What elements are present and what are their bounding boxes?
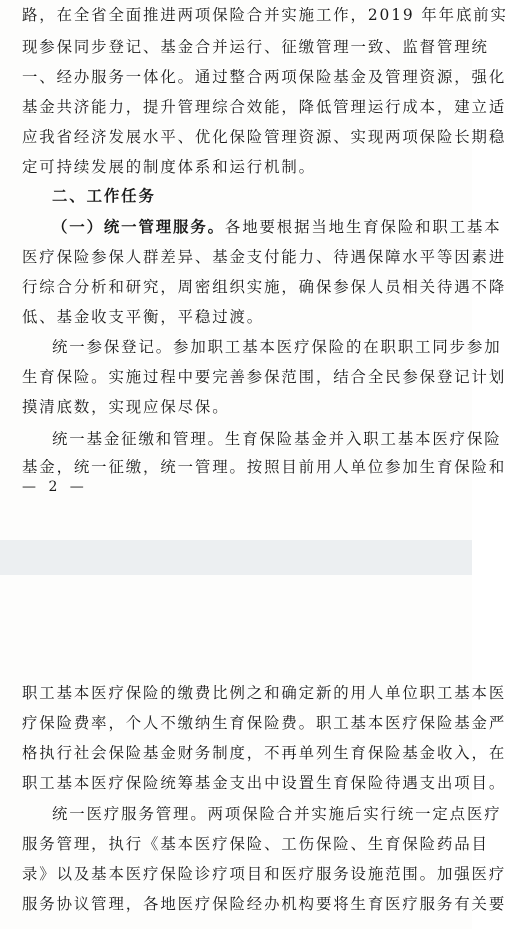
paragraph-first-line: 统一医疗服务管理。两项保险合并实施后实行统一定点医疗 xyxy=(52,805,502,823)
document-page-2 xyxy=(0,575,507,929)
paragraph-text: 各地要根据当地生育保险和职工基本 xyxy=(224,218,502,236)
body-line: 服务协议管理，各地医疗保险经办机构要将生育医疗服务有关要 xyxy=(22,895,507,913)
paragraph-first-line: 统一参保登记。参加职工基本医疗保险的在职职工同步参加 xyxy=(52,338,502,356)
section-heading: 二、工作任务 xyxy=(52,187,156,205)
paragraph-title: （一）统一管理服务。 xyxy=(52,218,225,236)
body-line: 基金，统一征缴，统一管理。按照目前用人单位参加生育保险和 xyxy=(22,458,507,476)
body-line: 路，在全省全面推进两项保险合并实施工作，2019 年年底前实 xyxy=(22,6,508,24)
body-line: 现参保同步登记、基金合并运行、征缴管理一致、监督管理统 xyxy=(22,38,489,56)
body-line: 格执行社会保险基金财务制度，不再单列生育保险基金收入，在 xyxy=(22,744,507,762)
body-line: 生育保险。实施过程中要完善参保范围，结合全民参保登记计划 xyxy=(22,368,507,386)
body-line: 低、基金收支平衡，平稳过渡。 xyxy=(22,308,265,326)
page-gap xyxy=(0,540,472,575)
body-line: 服务管理，执行《基本医疗保险、工伤保险、生育保险药品目 xyxy=(22,835,489,853)
body-line: 录》以及基本医疗保险诊疗项目和医疗服务设施范围。加强医疗 xyxy=(22,865,507,883)
body-line: 定可持续发展的制度体系和运行机制。 xyxy=(22,158,316,176)
body-line: 行综合分析和研究，周密组织实施，确保参保人员相关待遇不降 xyxy=(22,278,507,296)
body-line: 医疗保险参保人群差异、基金支付能力、待遇保障水平等因素进 xyxy=(22,248,507,266)
body-line: 基金共济能力，提升管理综合效能，降低管理运行成本，建立适 xyxy=(22,98,507,116)
body-line: 一、经办服务一体化。通过整合两项保险基金及管理资源，强化 xyxy=(22,68,507,86)
page-number: — 2 — xyxy=(22,479,88,495)
body-line: 职工基本医疗保险的缴费比例之和确定新的用人单位职工基本医 xyxy=(22,684,507,702)
body-line: 职工基本医疗保险统筹基金支出中设置生育保险待遇支出项目。 xyxy=(22,774,507,792)
paragraph-first-line xyxy=(52,218,502,236)
paragraph-first-line: 统一基金征缴和管理。生育保险基金并入职工基本医疗保险 xyxy=(52,430,502,448)
body-line: 应我省经济发展水平、优化保险管理资源、实现两项保险长期稳 xyxy=(22,128,507,146)
body-line: 摸清底数，实现应保尽保。 xyxy=(22,398,230,416)
body-line: 疗保险费率，个人不缴纳生育保险费。职工基本医疗保险基金严 xyxy=(22,714,507,732)
